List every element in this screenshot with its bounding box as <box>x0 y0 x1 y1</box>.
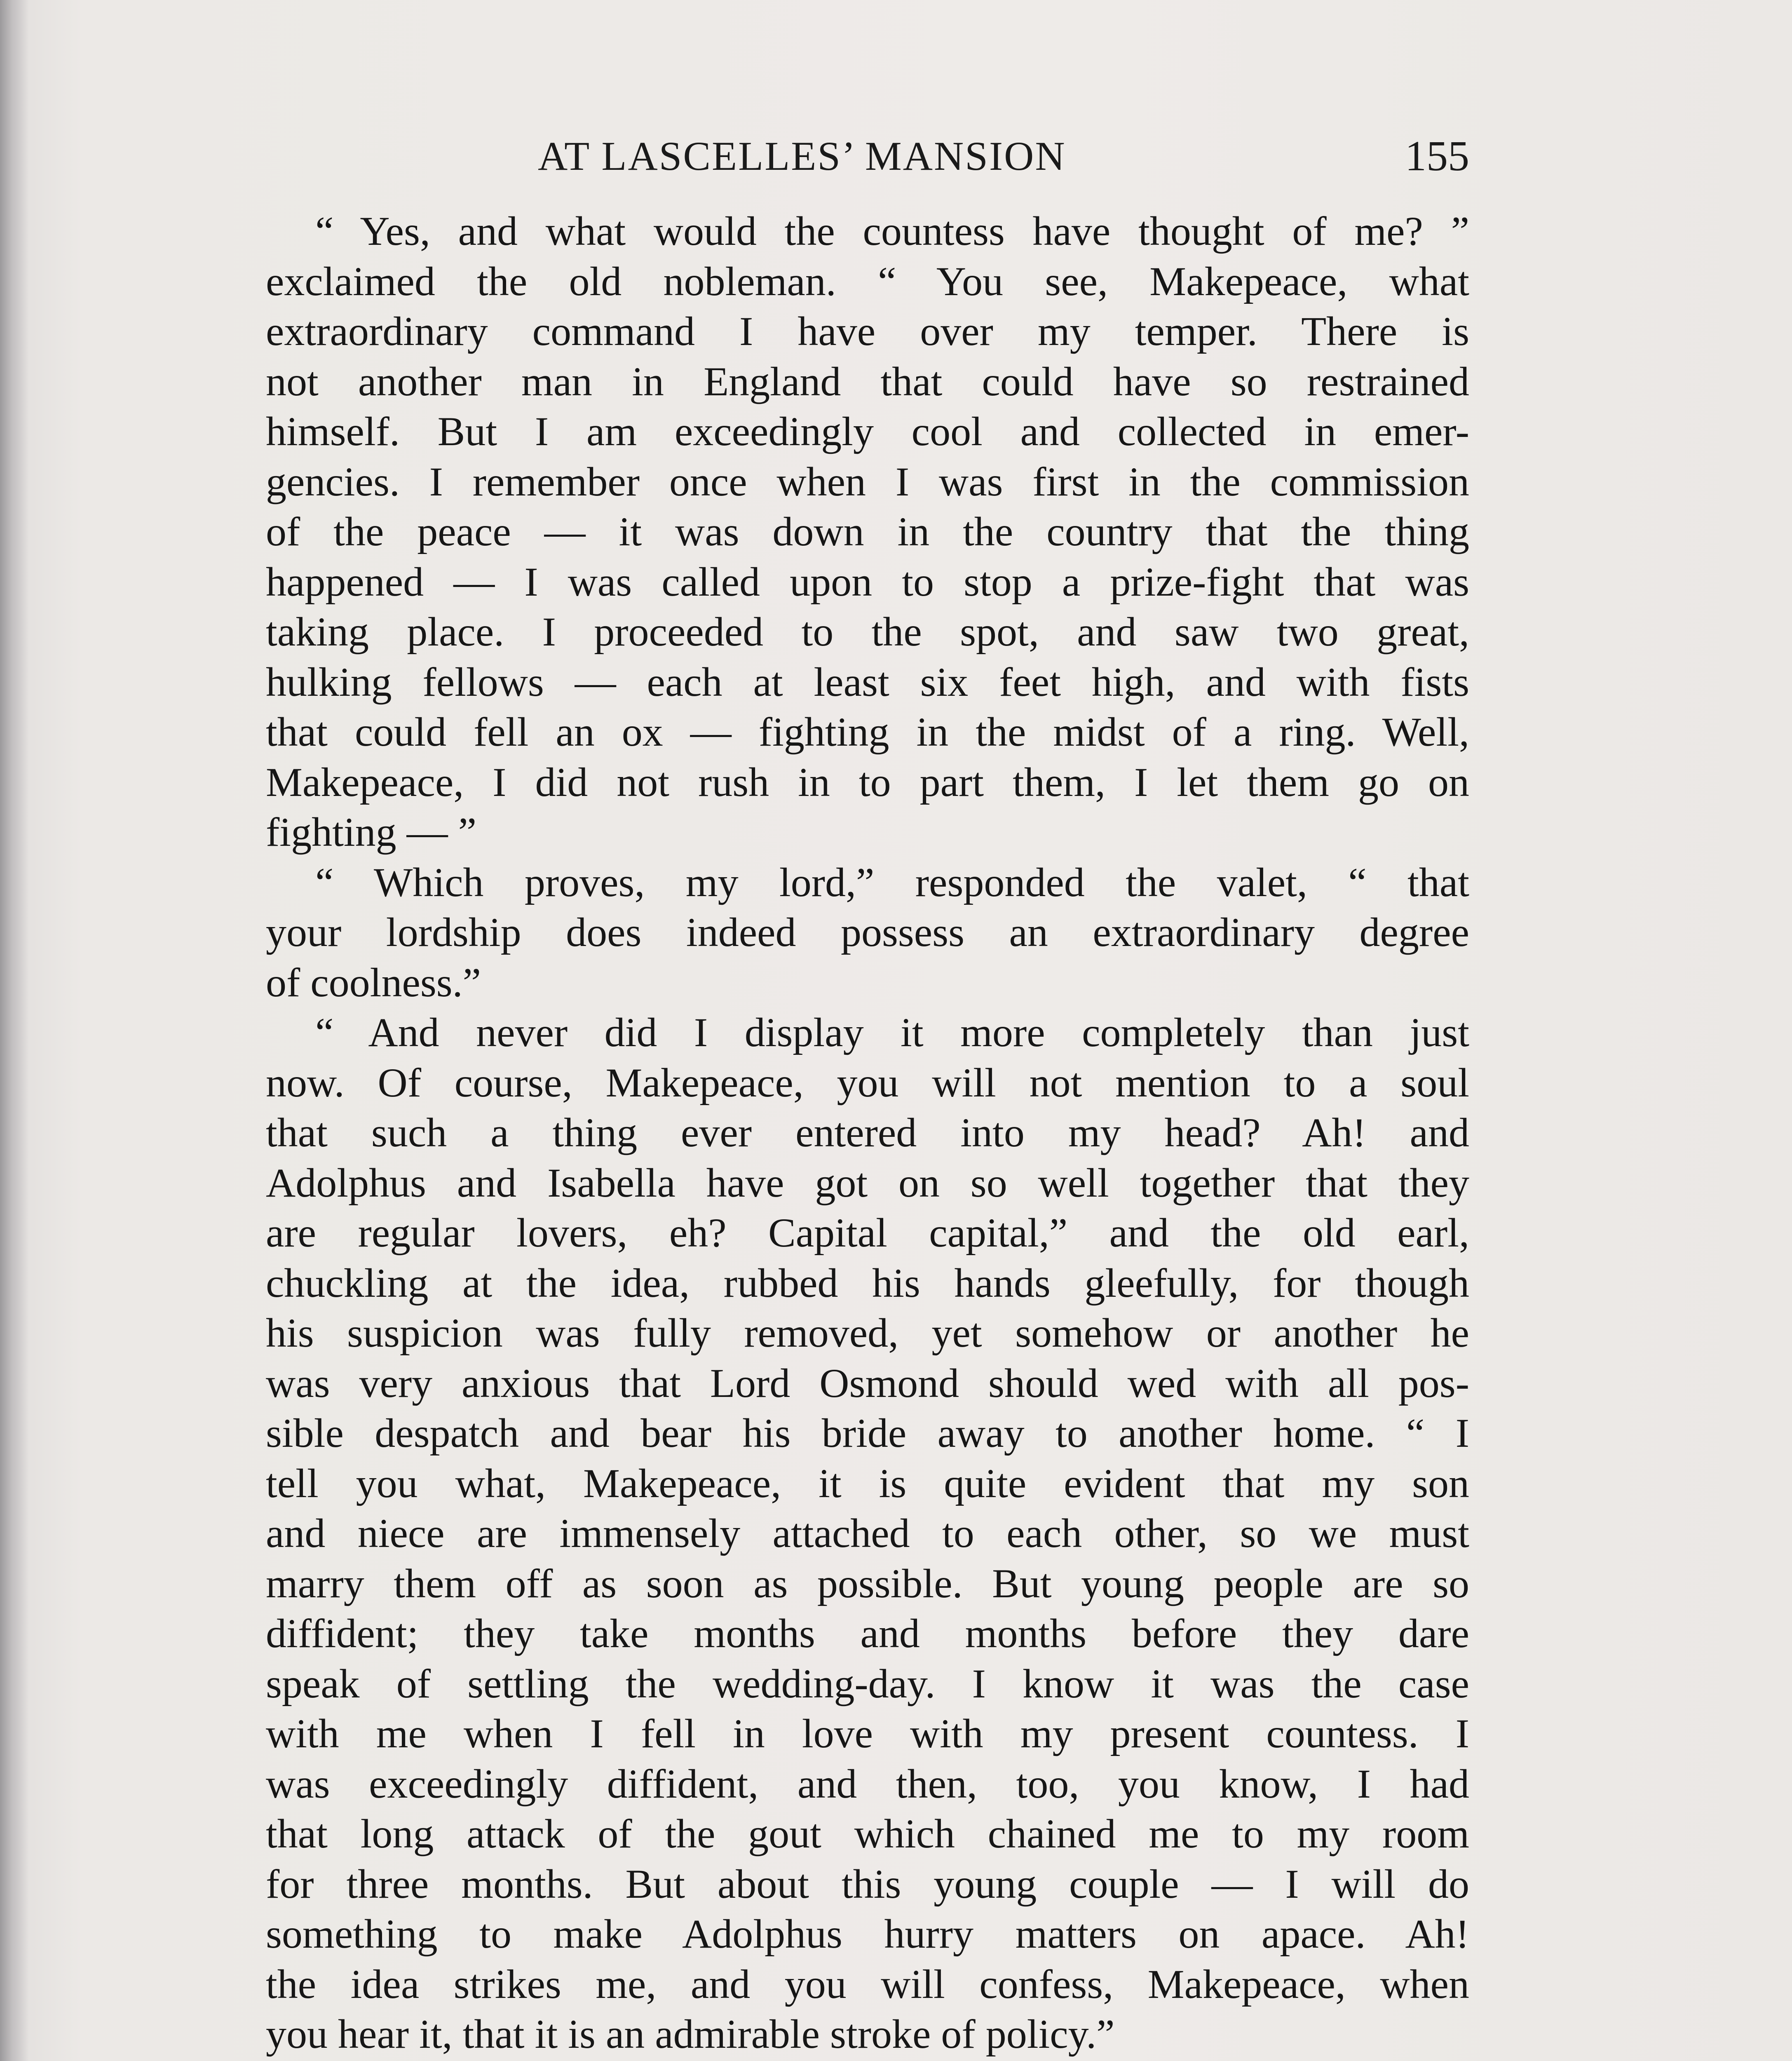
spine-shadow <box>0 0 29 2061</box>
text-line: your lordship does indeed possess an extraordinary degree <box>266 909 1469 955</box>
text-line: now. Of course, Makepeace, you will not mention to a soul <box>266 1059 1469 1106</box>
text-line: Makepeace, I did not rush in to part them, I let them go on <box>266 759 1469 805</box>
text-line: “ Which proves, my lord,” responded the valet, “ that <box>315 859 1469 905</box>
text-line: for three months. But about this young couple — I will do <box>266 1861 1469 1907</box>
text-line: are regular lovers, eh? Capital capital,” and the old earl, <box>266 1210 1469 1256</box>
running-title: AT LASCELLES’ MANSION <box>538 133 1066 179</box>
text-line: speak of settling the wedding-day. I know it was the case <box>266 1660 1469 1707</box>
body-text <box>266 206 1469 2061</box>
text-line: exclaimed the old nobleman. “ You see, Makepeace, what <box>266 258 1469 304</box>
text-line: of the peace — it was down in the country that the thing <box>266 509 1469 554</box>
text-line: tell you what, Makepeace, it is quite evident that my son <box>266 1460 1469 1506</box>
text-line: marry them off as soon as possible. But young people are so <box>266 1560 1469 1606</box>
text-line: the idea strikes me, and you will confess, Makepeace, when <box>266 1961 1469 2007</box>
text-line: was very anxious that Lord Osmond should wed with all pos- <box>266 1360 1469 1406</box>
text-line: you hear it, that it is an admirable stroke of policy.” <box>266 2011 1115 2057</box>
text-line: himself. But I am exceedingly cool and collected in emer- <box>266 408 1469 454</box>
text-line: taking place. I proceeded to the spot, and saw two great, <box>266 609 1469 655</box>
page-number: 155 <box>1405 132 1469 180</box>
text-line <box>266 2059 1469 2061</box>
text-line: happened — I was called upon to stop a prize-fight that was <box>266 559 1469 605</box>
text-line: diffident; they take months and months before they dare <box>266 1610 1469 1656</box>
text-line: extraordinary command I have over my temper. There is <box>266 308 1469 354</box>
text-line: hulking fellows — each at least six feet high, and with fists <box>266 659 1469 705</box>
text-line: something to make Adolphus hurry matters on apace. Ah! <box>266 1911 1469 1957</box>
text-line: fighting — ” <box>266 809 477 855</box>
text-line: not another man in England that could have so restrained <box>266 358 1469 404</box>
text-line: “ And never did I display it more completely than just <box>315 1009 1469 1055</box>
text-line: that such a thing ever entered into my head? Ah! and <box>266 1110 1469 1155</box>
text-line: that long attack of the gout which chained me to my room <box>266 1811 1469 1857</box>
text-line: chuckling at the idea, rubbed his hands gleefully, for though <box>266 1260 1469 1306</box>
text-line: was exceedingly diffident, and then, too, you know, I had <box>266 1761 1469 1807</box>
text-line: of coolness.” <box>266 959 481 1005</box>
text-line: Adolphus and Isabella have got on so well together that they <box>266 1160 1469 1206</box>
text-line: “ Yes, and what would the countess have thought of me? ” <box>315 208 1469 254</box>
running-head <box>266 124 1469 190</box>
text-line: with me when I fell in love with my present countess. I <box>266 1711 1469 1756</box>
text-line: gencies. I remember once when I was first in the commission <box>266 458 1469 505</box>
text-line: sible despatch and bear his bride away to another home. “ I <box>266 1410 1469 1456</box>
text-line: that could fell an ox — fighting in the midst of a ring. Well, <box>266 709 1469 755</box>
text-line: and niece are immensely attached to each other, so we must <box>266 1510 1469 1556</box>
text-line: his suspicion was fully removed, yet somehow or another he <box>266 1310 1469 1356</box>
